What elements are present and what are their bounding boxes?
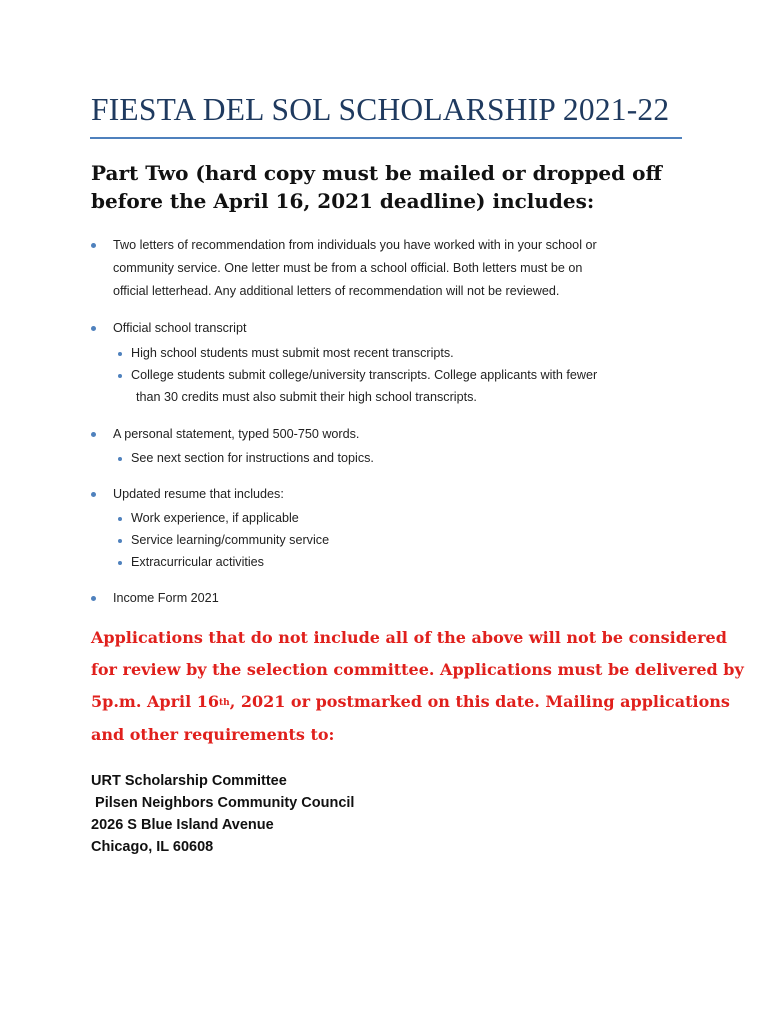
- notice-line-4: and other requirements to:: [91, 725, 335, 744]
- bullet-icon: [91, 432, 96, 437]
- item2-sub-2-line-1: College students submit college/university transcripts. College applicants with fewer: [131, 368, 598, 382]
- item4-label: Updated resume that includes:: [113, 487, 284, 501]
- item3-sub-1: See next section for instructions and topics.: [131, 451, 374, 465]
- sub-bullet-icon: [118, 517, 122, 521]
- notice-line-3-part-2: , 2021 or postmarked on this date. Mailing applications: [229, 692, 730, 711]
- item1-line-1: Two letters of recommendation from individuals you have worked with in your school or: [113, 238, 597, 252]
- notice-line-2: for review by the selection committee. Applications must be delivered by: [91, 660, 744, 679]
- item1-line-2: community service. One letter must be from a school official. Both letters must be on: [113, 261, 583, 275]
- address-line-2: Pilsen Neighbors Community Council: [91, 795, 355, 811]
- notice-line-3: [91, 692, 730, 711]
- address-line-3: 2026 S Blue Island Avenue: [91, 817, 274, 833]
- item4-sub-3: Extracurricular activities: [131, 555, 264, 569]
- item4-sub-1: Work experience, if applicable: [131, 511, 299, 525]
- sub-bullet-icon: [118, 539, 122, 543]
- item5-label: Income Form 2021: [113, 591, 219, 605]
- item2-sub-2-line-2: than 30 credits must also submit their high school transcripts.: [136, 390, 477, 404]
- item2-label: Official school transcript: [113, 321, 247, 335]
- bullet-icon: [91, 596, 96, 601]
- address-line-4: Chicago, IL 60608: [91, 839, 214, 855]
- item1-line-3: official letterhead. Any additional letters of recommendation will not be reviewed.: [113, 284, 560, 298]
- title-underline: [90, 137, 682, 139]
- document-title: FIESTA DEL SOL SCHOLARSHIP 2021-22: [91, 92, 670, 127]
- item4-sub-2: Service learning/community service: [131, 533, 330, 547]
- heading-line-1: Part Two (hard copy must be mailed or dropped off: [91, 161, 662, 185]
- sub-bullet-icon: [118, 457, 122, 461]
- sub-bullet-icon: [118, 352, 122, 356]
- notice-line-3-sup: th: [218, 698, 230, 708]
- bullet-icon: [91, 326, 96, 331]
- item3-label: A personal statement, typed 500-750 words.: [113, 427, 360, 441]
- heading-line-2: before the April 16, 2021 deadline) includes:: [91, 189, 595, 213]
- notice-line-1: Applications that do not include all of the above will not be considered: [91, 628, 727, 647]
- sub-bullet-icon: [118, 374, 122, 378]
- sub-bullet-icon: [118, 561, 122, 565]
- bullet-icon: [91, 492, 96, 497]
- notice-line-3-part-1: 5p.m. April 16: [91, 692, 219, 711]
- section-heading: [91, 159, 691, 215]
- bullet-icon: [91, 243, 96, 248]
- address-line-1: URT Scholarship Committee: [91, 773, 287, 789]
- item2-sub-1: High school students must submit most recent transcripts.: [131, 346, 454, 360]
